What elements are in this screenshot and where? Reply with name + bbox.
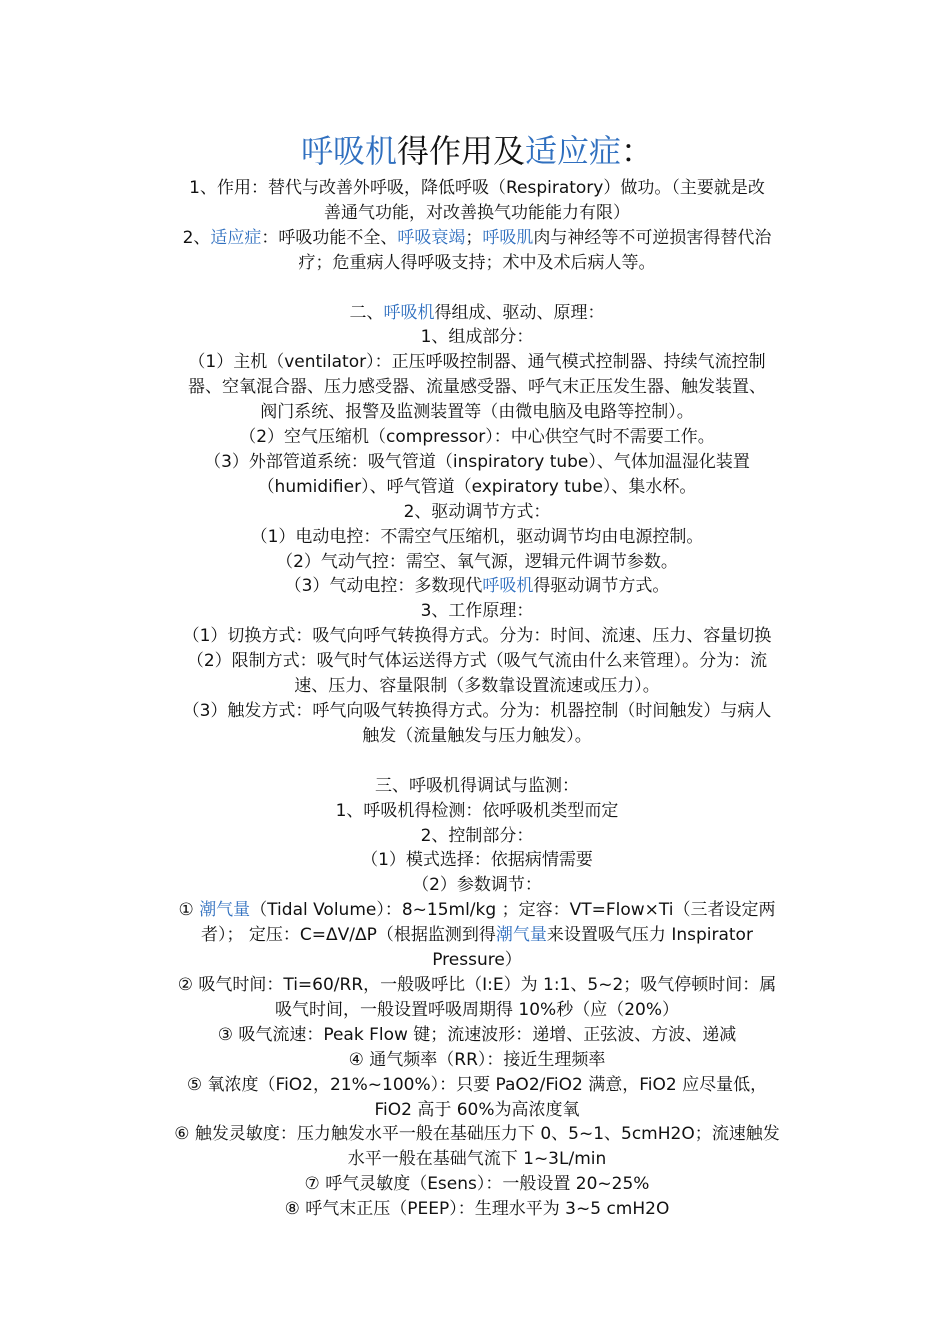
spacer [145, 749, 809, 774]
param-trigger-line-1: ⑥ 触发灵敏度：压力触发水平一般在基础压力下 0、5~1、5cmH2O；流速触发 [174, 1124, 780, 1145]
document-page [145, 128, 809, 1222]
text: 得驱动调节方式。 [533, 576, 670, 597]
principle-triggering-line-1: （3）触发方式：呼气向吸气转换得方式。分为：机器控制（时间触发）与病人 [182, 701, 772, 722]
param-respiratory-rate: ④ 通气频率（RR）：接近生理频率 [348, 1049, 606, 1070]
link-tidal-volume[interactable]: 潮气量 [495, 925, 547, 946]
principle-limiting-line-1: （2）限制方式：吸气时气体运送得方式（吸气气流由什么来管理）。分为：流 [186, 651, 768, 672]
component-main-line-3: 阀门系统、报警及监测装置等（由微电脑及电路等控制）。 [260, 402, 694, 423]
drive-pneumatic: （2）气动气控：需空、氧气源，逻辑元件调节参数。 [276, 551, 678, 572]
text: 肉与神经等不可逆损害得替代治 [533, 227, 772, 248]
link-ventilator[interactable]: 呼吸机 [482, 576, 534, 597]
link-respiratory-failure[interactable]: 呼吸衰竭 [397, 227, 466, 248]
component-tubing-line-2: （humidifier）、呼气管道（expiratory tube）、集水杯。 [257, 476, 697, 497]
param-inspiratory-time-line-2: 吸气时间，一般设置呼吸周期得 10%秒（应（20%） [275, 999, 679, 1020]
param-esens: ⑦ 呼气灵敏度（Esens）：一般设置 20~25% [304, 1174, 650, 1195]
param-inspiratory-time-line-1: ② 吸气时间：Ti=60/RR，一般吸呼比（I:E）为 1:1、5~2；吸气停顿时间：属 [177, 974, 777, 995]
subheading-principle: 3、工作原理： [420, 601, 534, 622]
text: （3）气动电控：多数现代 [284, 576, 483, 597]
section-3-heading: 三、呼吸机得调试与监测： [375, 775, 579, 796]
text: 得组成、驱动、原理： [434, 302, 605, 323]
text: 二、 [349, 302, 384, 323]
indications-line-2: 疗；危重病人得呼吸支持；术中及术后病人等。 [298, 252, 656, 273]
link-indications[interactable]: 适应症 [210, 227, 262, 248]
param-tidal-volume-line-3: Pressure） [432, 950, 522, 971]
text: （Tidal Volume）：8~15ml/kg ；定容：VT=Flow×Ti（三者设定两 [250, 900, 776, 921]
text: ① [178, 900, 200, 921]
principle-cycling: （1）切换方式：吸气向呼气转换得方式。分为：时间、流速、压力、容量切换 [182, 626, 772, 647]
component-compressor: （2）空气压缩机（compressor）：中心供空气时不需要工作。 [239, 427, 715, 448]
link-ventilator[interactable]: 呼吸机 [383, 302, 435, 323]
param-oxygen-line-1: ⑤ 氧浓度（FiO2，21%~100%）：只要 PaO2/FiO2 满意，FiO2 应尽量低， [186, 1074, 768, 1095]
text: 者）； 定压：C=ΔV/ΔP（根据监测到得 [201, 925, 496, 946]
text: ：呼吸功能不全、 [261, 227, 398, 248]
title-keyword-ventilator[interactable]: 呼吸机 [300, 132, 397, 170]
text: 来设置吸气压力 Inspirator [546, 925, 753, 946]
param-peep: ⑧ 呼气末正压（PEEP）：生理水平为 3~5 cmH2O [284, 1199, 670, 1220]
principle-triggering-line-2: 触发（流量触发与压力触发）。 [362, 725, 592, 746]
param-oxygen-line-2: FiO2 高于 60%为高浓度氧 [374, 1099, 580, 1120]
section-2-heading [145, 301, 809, 326]
param-tidal-volume-line-1 [145, 898, 809, 923]
principle-limiting-line-2: 速、压力、容量限制（多数靠设置流速或压力）。 [294, 676, 660, 697]
param-flow-rate: ③ 吸气流速：Peak Flow 键；流速波形：递增、正弦波、方波、递减 [217, 1024, 737, 1045]
drive-hybrid [145, 574, 809, 599]
subheading-drive: 2、驱动调节方式： [403, 501, 551, 522]
check-line: 1、呼吸机得检测：依呼吸机类型而定 [335, 800, 619, 821]
title-text: 得作用及 [396, 132, 525, 170]
component-main-line-1: （1）主机（ventilator）：正压呼吸控制器、通气模式控制器、持续气流控制 [188, 352, 766, 373]
link-respiratory-muscle[interactable]: 呼吸肌 [482, 227, 534, 248]
param-tidal-volume-line-2 [145, 923, 809, 948]
param-trigger-line-2: 水平一般在基础气流下 1~3L/min [347, 1149, 607, 1170]
control-mode: （1）模式选择：依据病情需要 [361, 850, 593, 871]
spacer [145, 276, 809, 301]
control-parameters: （2）参数调节： [412, 875, 542, 896]
indications-line-1 [145, 226, 809, 251]
page-title [145, 128, 809, 174]
text: ； [465, 227, 483, 248]
text: 2、 [182, 227, 211, 248]
component-tubing-line-1: （3）外部管道系统：吸气管道（inspiratory tube）、气体加温湿化装置 [204, 451, 750, 472]
title-keyword-indications[interactable]: 适应症 [525, 132, 622, 170]
subheading-control: 2、控制部分： [420, 825, 534, 846]
function-line-1: 1、作用：替代与改善外呼吸，降低呼吸（Respiratory）做功。（主要就是改 [189, 178, 765, 198]
function-line-2: 善通气功能，对改善换气功能能力有限） [324, 202, 630, 223]
subheading-components: 1、组成部分： [420, 327, 534, 348]
component-main-line-2: 器、空氧混合器、压力感受器、流量感受器、呼气末正压发生器、触发装置、 [188, 377, 766, 398]
drive-electric: （1）电动电控：不需空气压缩机，驱动调节均由电源控制。 [250, 526, 704, 547]
title-colon: ： [621, 132, 654, 170]
link-tidal-volume[interactable]: 潮气量 [199, 900, 251, 921]
